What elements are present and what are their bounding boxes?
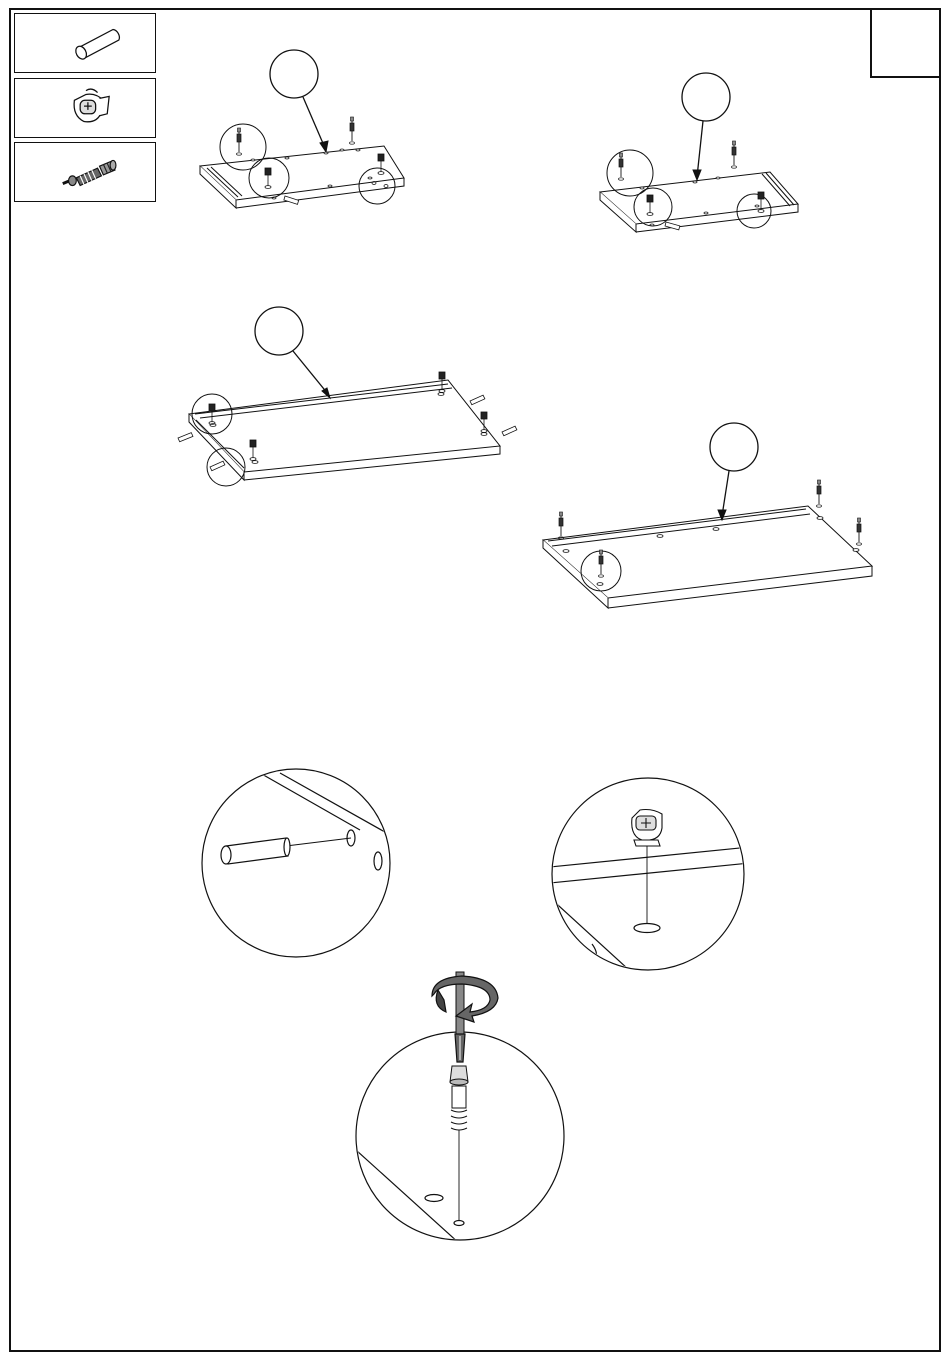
detail-cam-bolt: [356, 972, 564, 1244]
panel-1: [200, 50, 404, 208]
detail-cam-lock: [540, 778, 760, 980]
panel-2: [600, 73, 798, 233]
panel-4: [543, 423, 872, 608]
panel-3: [177, 307, 517, 486]
detail-dowel-insertion: [202, 769, 392, 960]
